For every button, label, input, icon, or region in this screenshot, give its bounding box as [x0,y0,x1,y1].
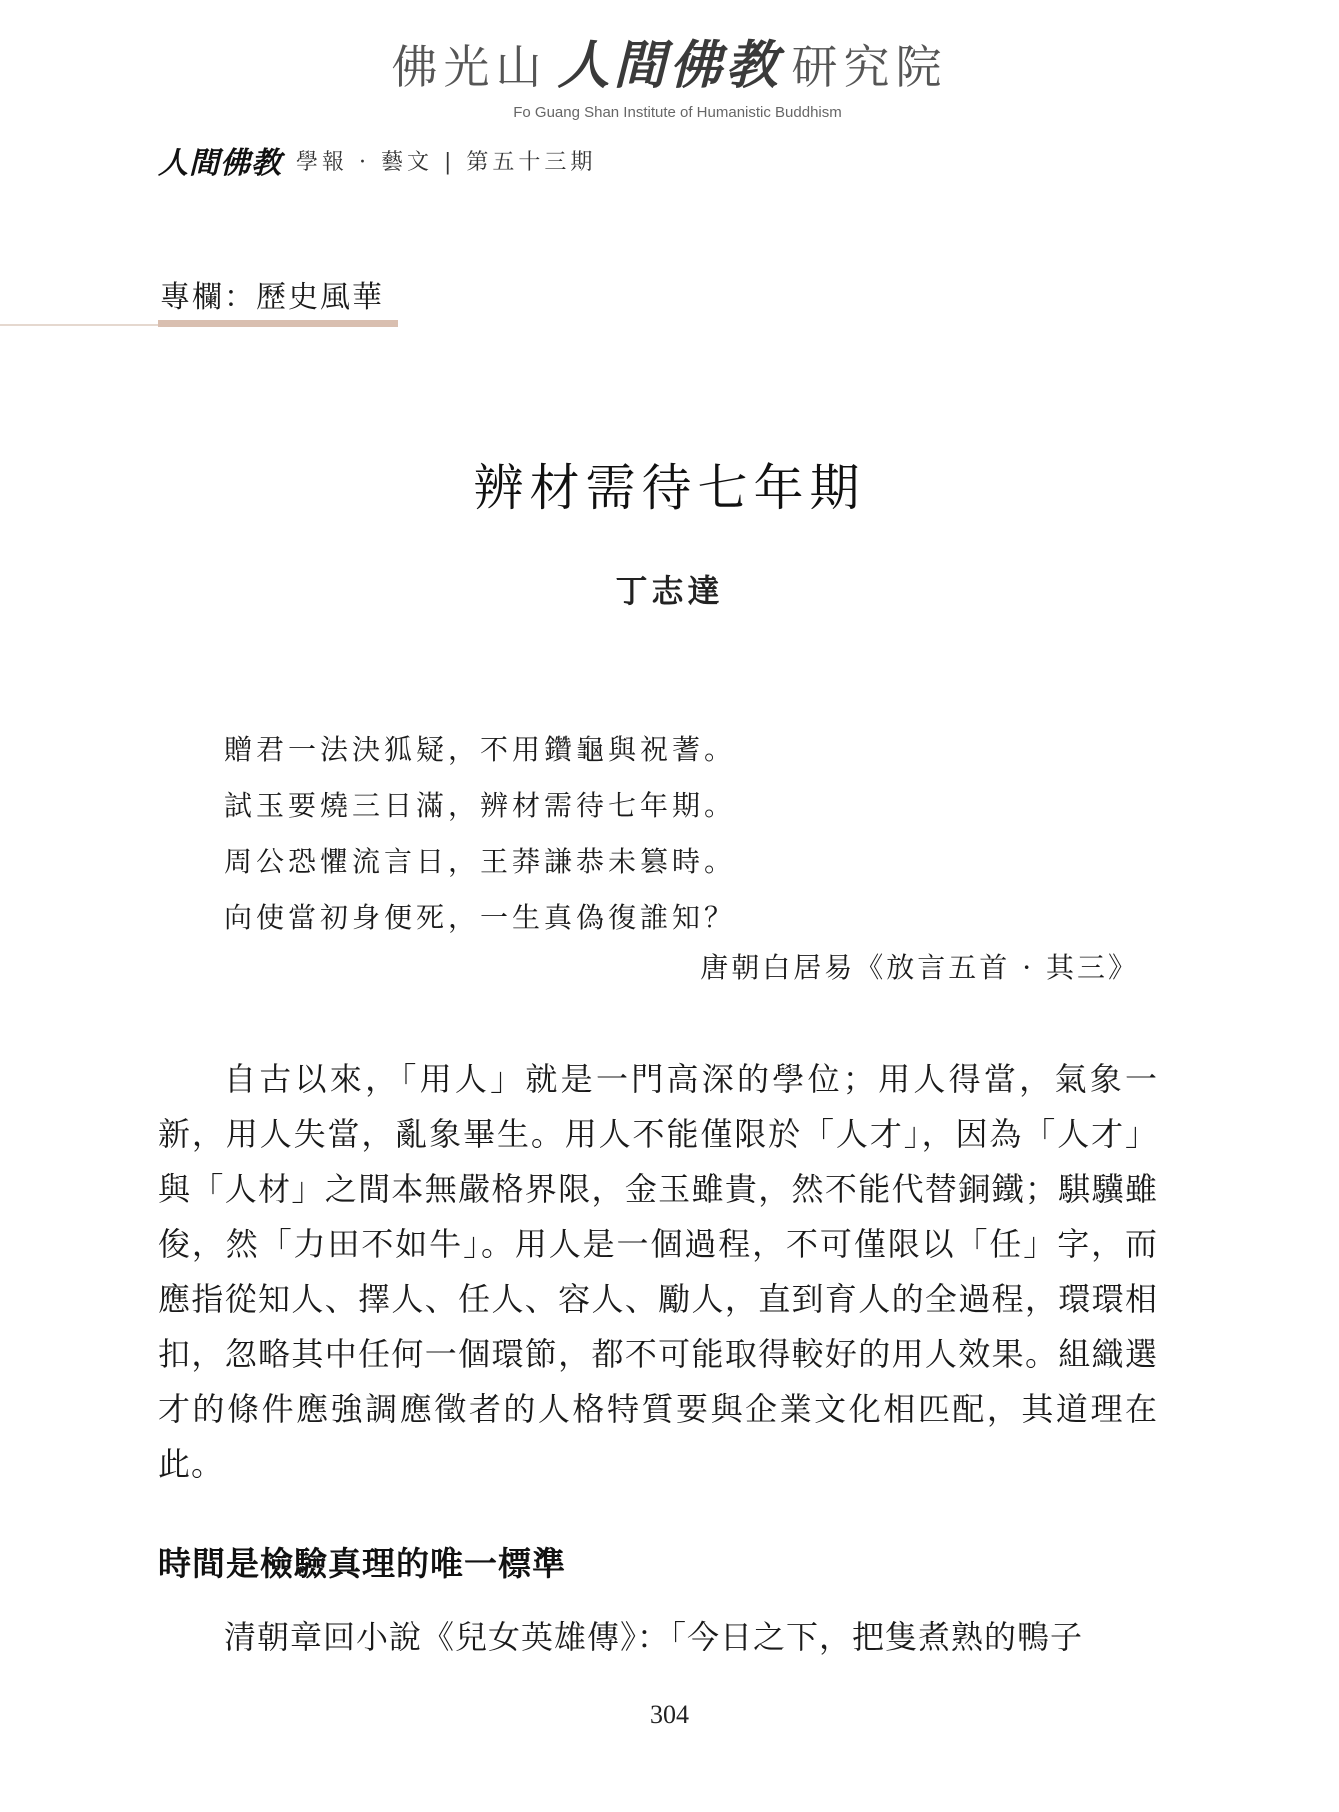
body-paragraph: 自古以來，「用人」就是一門高深的學位；用人得當，氣象一新，用人失當，亂象畢生。用人不能僅限於「人才」，因為「人才」與「人材」之間本無嚴格界限，金玉雖貴，然不能代替銅鐵；騏驥雖俊，然「力田不如牛」。用人是一個過程，不可僅限以「任」字，而應指從知人、擇人、任人、容人、勵人，直到育人的全過程，環環相扣，忽略其中任何一個環節，都不可能取得較好的用人效果。組織選才的條件應強調應徵者的人格特質要與企業文化相匹配，其道理在此。 [158,1060,1158,1483]
poem-line: 向使當初身便死，一生真偽復誰知？ [224,901,737,934]
page-number: 304 [650,1700,689,1729]
poem-line: 贈君一法決狐疑，不用鑽龜與祝蓍。 [224,733,737,766]
institute-english-name: Fo Guang Shan Institute of Humanistic Buddhism [513,104,842,121]
poem-line: 試玉要燒三日滿，辨材需待七年期。 [224,789,737,822]
article-title: 辨材需待七年期 [473,459,866,517]
column-underline-bar [158,320,398,327]
column-label: 專欄：歷史風華 [160,280,384,315]
poem-source: 唐朝白居易《放言五首 · 其三》 [700,951,1139,984]
institute-brand-logo: 人間佛教 [557,36,782,96]
journal-brand-logo: 人間佛教 [158,146,282,181]
institute-prefix: 佛光山 [391,40,548,94]
epigraph-poem [224,722,736,946]
journal-header [158,140,596,180]
poem-line: 周公恐懼流言日，王莽謙恭未篡時。 [224,845,737,878]
body-paragraph: 清朝章回小說《兒女英雄傳》：「今日之下，把隻煮熟的鴨子 [224,1618,1084,1656]
institute-title [391,38,947,95]
journal-issue-info: 學報 · 藝文 | 第五十三期 [296,149,597,175]
section-heading: 時間是檢驗真理的唯一標準 [158,1544,566,1583]
institute-header [0,38,1339,95]
institute-suffix: 研究院 [791,40,948,94]
article-author: 丁志達 [615,572,724,610]
